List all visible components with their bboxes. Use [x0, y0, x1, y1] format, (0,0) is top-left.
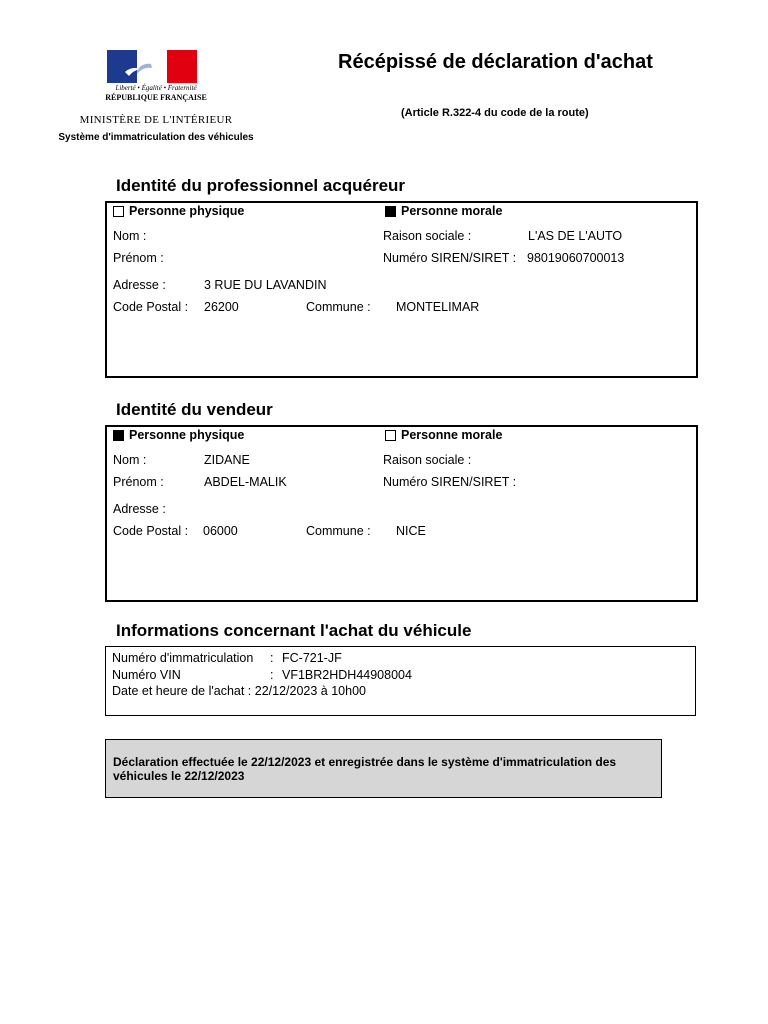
- declaration-text: Déclaration effectuée le 22/12/2023 et enregistrée dans le système d'immatriculation des véhicules le 22/12/2023: [113, 755, 617, 783]
- buyer-nom-label: Nom :: [113, 229, 147, 243]
- seller-commune-label: Commune :: [306, 524, 371, 538]
- ministry-logo-block: [54, 46, 258, 146]
- republic-motto: Liberté • Égalité • Fraternité: [115, 84, 197, 92]
- seller-moral-option[interactable]: [385, 428, 502, 442]
- system-name: Système d'immatriculation des véhicules: [58, 132, 254, 143]
- seller-physical-checkbox[interactable]: [113, 430, 124, 441]
- buyer-moral-label: Personne morale: [401, 204, 503, 218]
- buyer-cp-value: 26200: [204, 300, 239, 314]
- seller-physical-label: Personne physique: [129, 428, 245, 442]
- ministry-name: MINISTÈRE DE L'INTÉRIEUR: [79, 114, 233, 126]
- buyer-physical-option[interactable]: [113, 204, 244, 218]
- buyer-adresse-label: Adresse :: [113, 278, 166, 292]
- buyer-section-title: Identité du professionnel acquéreur: [116, 176, 406, 195]
- buyer-commune-value: MONTELIMAR: [396, 300, 480, 314]
- seller-cp-value: 06000: [203, 524, 238, 538]
- immat-label: Numéro d'immatriculation: [112, 651, 254, 665]
- declaration-box: [105, 739, 662, 798]
- purchase-datetime: Date et heure de l'achat : 22/12/2023 à 10h00: [112, 684, 366, 698]
- buyer-physical-label: Personne physique: [129, 204, 245, 218]
- buyer-moral-checkbox[interactable]: [385, 206, 396, 217]
- seller-nom-label: Nom :: [113, 453, 147, 467]
- vin-separator: :: [270, 668, 274, 682]
- immat-value: FC-721-JF: [282, 651, 342, 665]
- seller-nom-value: ZIDANE: [204, 453, 250, 467]
- seller-commune-value: NICE: [396, 524, 426, 538]
- buyer-prenom-label: Prénom :: [113, 251, 164, 265]
- buyer-moral-option[interactable]: [385, 204, 502, 218]
- vin-value: VF1BR2HDH44908004: [282, 668, 412, 682]
- buyer-commune-label: Commune :: [306, 300, 371, 314]
- buyer-raison-value: L'AS DE L'AUTO: [528, 229, 623, 243]
- seller-prenom-label: Prénom :: [113, 475, 164, 489]
- page-title: Récépissé de déclaration d'achat: [338, 51, 653, 73]
- republic-name: RÉPUBLIQUE FRANÇAISE: [105, 93, 207, 102]
- buyer-siren-label: Numéro SIREN/SIRET :: [383, 251, 517, 265]
- marianne-logo-icon: [107, 50, 197, 83]
- seller-moral-checkbox[interactable]: [385, 430, 396, 441]
- buyer-raison-label: Raison sociale :: [383, 229, 472, 243]
- vehicle-section-title: Informations concernant l'achat du véhicule: [116, 621, 472, 640]
- seller-raison-label: Raison sociale :: [383, 453, 472, 467]
- seller-siren-label: Numéro SIREN/SIRET :: [383, 475, 517, 489]
- seller-moral-label: Personne morale: [401, 428, 503, 442]
- seller-box: [105, 425, 698, 602]
- vehicle-box: [105, 646, 696, 716]
- seller-physical-option[interactable]: [113, 428, 244, 442]
- buyer-adresse-value: 3 RUE DU LAVANDIN: [204, 278, 327, 292]
- seller-section-title: Identité du vendeur: [116, 400, 273, 419]
- article-reference: (Article R.322-4 du code de la route): [401, 107, 589, 119]
- seller-prenom-value: ABDEL-MALIK: [204, 475, 287, 489]
- vin-label: Numéro VIN: [112, 668, 181, 682]
- buyer-cp-label: Code Postal :: [113, 300, 189, 314]
- seller-cp-label: Code Postal :: [113, 524, 189, 538]
- seller-adresse-label: Adresse :: [113, 502, 166, 516]
- buyer-physical-checkbox[interactable]: [113, 206, 124, 217]
- buyer-box: [105, 201, 698, 378]
- buyer-siren-value: 98019060700013: [527, 251, 625, 265]
- immat-separator: :: [270, 651, 274, 665]
